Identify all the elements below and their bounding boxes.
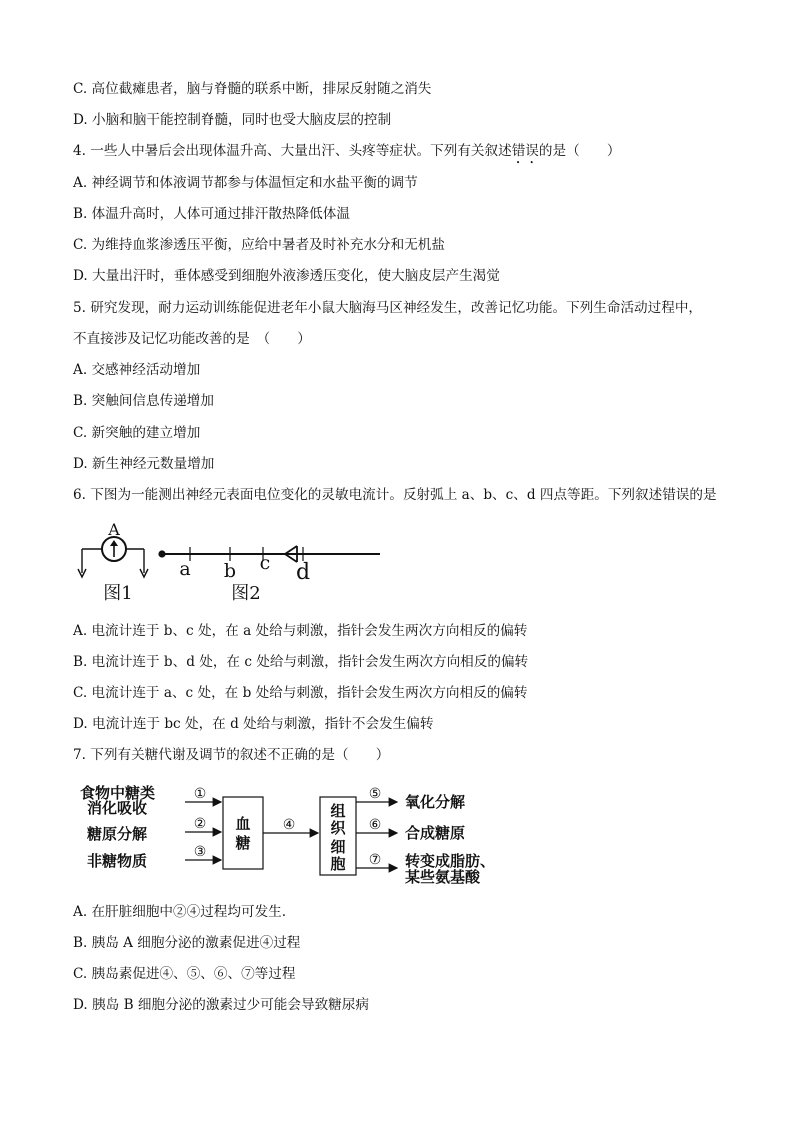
neuron-body-dot (158, 550, 165, 557)
source-food-line1: 食物中糖类 (80, 784, 156, 802)
q7-sugar-metabolism-diagram (75, 780, 545, 890)
step-7-label: ⑦ (368, 852, 382, 868)
q7-option-b: B. 胰岛 A 细胞分泌的激素促进④过程 (73, 935, 301, 951)
tissue-cell-char2: 织 (330, 819, 346, 837)
q7-option-a: A. 在肝脏细胞中②④过程均可发生. (73, 904, 287, 920)
source-non-sugar: 非糖物质 (87, 852, 148, 870)
q6-option-b: B. 电流计连于 b、d 处，在 c 处给与刺激，指针会发生两次方向相反的偏转 (73, 654, 529, 670)
q5-option-d: D. 新生神经元数量增加 (73, 456, 215, 472)
q6-option-a: A. 电流计连于 b、c 处，在 a 处给与刺激，指针会发生两次方向相反的偏转 (73, 623, 528, 639)
q5-option-c: C. 新突触的建立增加 (73, 425, 201, 441)
fig2-caption: 图2 (231, 583, 261, 604)
tissue-cell-char4: 胞 (330, 855, 346, 873)
source-glycogen: 糖原分解 (87, 825, 148, 843)
output-glycogen: 合成糖原 (405, 824, 466, 842)
q4-option-c: C. 为维持血浆渗透压平衡，应给中暑者及时补充水分和无机盐 (73, 237, 445, 253)
q6-stem: 6. 下图为一能测出神经元表面电位变化的灵敏电流计。反射弧上 a、b、c、d 四点等距。下列叙述错误的是 (73, 487, 717, 503)
step-2-label: ② (193, 816, 207, 832)
blood-sugar-char1: 血 (235, 815, 251, 833)
q4-stem-end: 的是（ ） (538, 143, 621, 159)
q5-stem-line2: 不直接涉及记忆功能改善的是 （ ） (73, 331, 311, 347)
q4-stem-start: 4. 一些人中暑后会出现体温升高、大量出汗、头疼等症状。下列有关叙述 (73, 143, 512, 159)
point-a-label: a (179, 558, 191, 580)
q5-option-b: B. 突触间信息传递增加 (73, 393, 214, 409)
step-1-label: ① (193, 786, 207, 802)
q4-option-b: B. 体温升高时，人体可通过排汗散热降低体温 (73, 206, 350, 222)
blood-sugar-box (223, 797, 263, 869)
step-4-label: ④ (282, 817, 296, 833)
nerve-fiber-figure (158, 546, 380, 604)
q7-option-d: D. 胰岛 B 细胞分泌的激素过少可能会导致糖尿病 (73, 997, 369, 1013)
step-5-label: ⑤ (368, 786, 382, 802)
meter-label: A (108, 520, 120, 539)
q3-option-d: D. 小脑和脑干能控制脊髓，同时也受大脑皮层的控制 (73, 112, 392, 128)
needle-arrow-icon (110, 540, 118, 546)
output-convert-line1: 转变成脂肪、 (405, 852, 496, 870)
step-3-label: ③ (193, 844, 207, 860)
q4-stem-emphasis: 错误 (511, 143, 539, 159)
q5-option-a: A. 交感神经活动增加 (73, 362, 201, 378)
q7-stem: 7. 下列有关糖代谢及调节的叙述不正确的是（ ） (73, 747, 390, 763)
q7-option-c: C. 胰岛素促进④、⑤、⑥、⑦等过程 (73, 966, 296, 982)
tissue-cell-char1: 组 (330, 802, 346, 820)
fig1-caption: 图1 (103, 583, 133, 604)
q6-option-c: C. 电流计连于 a、c 处，在 b 处给与刺激，指针会发生两次方向相反的偏转 (73, 685, 528, 701)
q4-option-a: A. 神经调节和体液调节都参与体温恒定和水盐平衡的调节 (73, 175, 418, 191)
q4-option-d: D. 大量出汗时，垂体感受到细胞外液渗透压变化，使大脑皮层产生渴觉 (73, 268, 500, 284)
q6-option-d: D. 电流计连于 bc 处，在 d 处给与刺激，指针不会发生偏转 (73, 716, 434, 732)
q3-option-c: C. 高位截瘫患者，脑与脊髓的联系中断，排尿反射随之消失 (73, 81, 432, 97)
q6-figure (70, 516, 390, 608)
point-d-label: d (295, 560, 311, 585)
point-c-label: c (259, 552, 271, 574)
output-convert-line2: 某些氨基酸 (405, 868, 481, 886)
output-oxidation: 氧化分解 (405, 793, 466, 811)
step-6-label: ⑥ (368, 817, 382, 833)
source-food-line2: 消化吸收 (87, 799, 148, 817)
blood-sugar-char2: 糖 (235, 834, 251, 852)
point-b-label: b (223, 560, 237, 582)
q4-stem (73, 142, 620, 167)
galvanometer-figure (78, 520, 148, 604)
tissue-cell-char3: 细 (330, 838, 346, 856)
q5-stem-line1: 5. 研究发现，耐力运动训练能促进老年小鼠大脑海马区神经发生，改善记忆功能。下列生命活动过程中， (73, 300, 703, 316)
